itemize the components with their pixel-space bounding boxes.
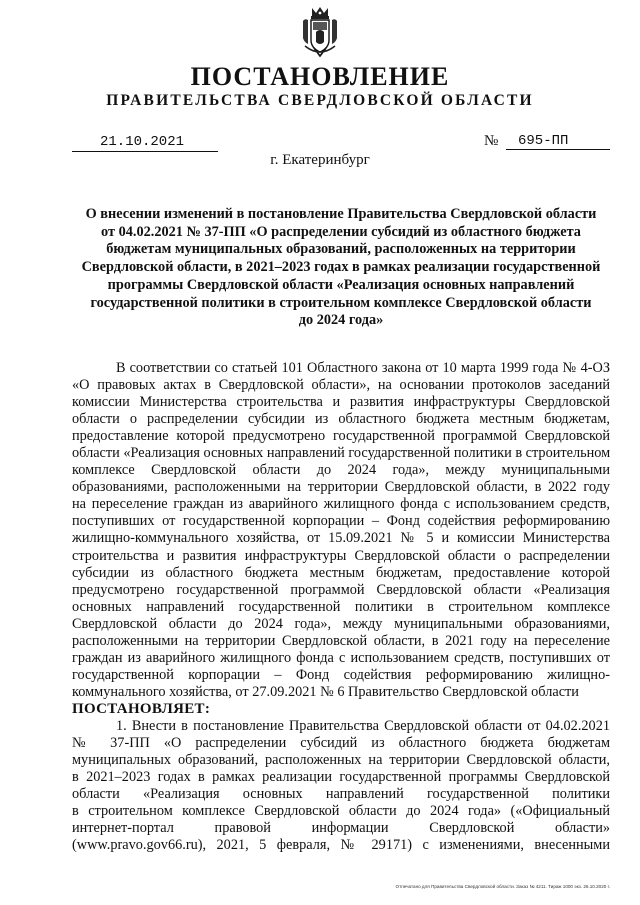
document-title-line: бюджетам муниципальных образований, расположенных на территории — [106, 241, 576, 258]
document-title-line: программы Свердловской области «Реализация основных направлений — [107, 276, 575, 293]
document-body — [72, 360, 610, 854]
body-line: расположенными на территории Свердловской области, в 2021 году на переселение — [72, 632, 610, 649]
body-line: граждан из аварийного жилищного фонда с использованием средств, поступивших от — [72, 649, 610, 666]
body-line: строительства и развития инфраструктуры Свердловской области о распределении — [72, 547, 610, 564]
body-line: жилищно-коммунального хозяйства, от 15.09.2021 № 5 и комиссии Министерства — [72, 530, 610, 547]
document-type-heading: ПОСТАНОВЛЕНИЕ — [190, 62, 450, 91]
item-1-line: муниципальных образований, расположенных на территории Свердловской области, — [72, 752, 610, 769]
coat-of-arms-icon — [300, 4, 340, 60]
body-line: на переселение граждан из аварийного жилищного фонда с использованием средств, — [72, 496, 610, 513]
body-line: области о распределении субсидии из областного бюджета местным бюджетам, — [72, 411, 610, 428]
document-number-field — [484, 132, 610, 152]
item-1-line: № 37-ПП «О распределении субсидий из областного бюджета бюджетам — [72, 735, 610, 752]
item-1-line: (www.pravo.gov66.ru), 2021, 5 февраля, № 29171) с изменениями, внесенными — [72, 837, 610, 854]
body-line: субсидии из областного бюджета местным бюджетам, предоставление которой — [72, 564, 610, 581]
number-sign: № — [484, 133, 499, 149]
decree-word: ПОСТАНОВЛЯЕТ: — [72, 700, 211, 717]
body-line: предусмотрено государственной программой Свердловской области «Реализация — [72, 581, 610, 598]
coat-of-arms-emblem — [300, 4, 340, 60]
item-1-line: в 2021–2023 годах в рамках реализации государственной программы Свердловской — [72, 769, 610, 786]
item-1-line: области «Реализация основных направлений государственной политики — [72, 786, 610, 803]
item-1-line: 1. Внести в постановление Правительства Свердловской области от 04.02.2021 — [116, 717, 610, 734]
document-title-line: Свердловской области, в 2021–2023 годах в рамках реализации государственной — [81, 259, 601, 276]
item-1-line: интернет-портал правовой информации Свердловской области» — [72, 820, 610, 837]
issuer-heading: ПРАВИТЕЛЬСТВА СВЕРДЛОВСКОЙ ОБЛАСТИ — [106, 92, 534, 109]
document-title-line: О внесении изменений в постановление Правительства Свердловской области — [85, 206, 597, 222]
issue-city: г. Екатеринбург — [270, 152, 370, 168]
body-line: образованиями, расположенными на территории Свердловской области, в 2022 году — [72, 479, 610, 496]
print-imprint-note: Отпечатано для Правительства Свердловской области. Заказ № 4211. Тираж 1000 экз. 26.10.2020 г. — [395, 884, 610, 889]
document-title-line: до 2024 года» — [298, 312, 384, 329]
document-date: 21.10.2021 — [72, 134, 218, 152]
body-line: области «Реализация основных направлений государственной политики в строительном — [72, 445, 611, 462]
body-line: комплексе Свердловской области до 2024 года», между муниципальными — [72, 462, 610, 479]
body-line: «О правовых актах в Свердловской области», на основании протоколов заседаний — [72, 377, 610, 394]
document-number: 695-ПП — [506, 134, 610, 150]
body-line: комиссии Министерства строительства и развития инфраструктуры Свердловской — [72, 394, 610, 411]
body-line: государственной корпорации – Фонд содействия реформированию жилищно- — [72, 666, 610, 683]
body-line: Свердловской области до 2024 года», между муниципальными образованиями, — [72, 615, 610, 632]
body-line: основных направлений государственной политики в строительном комплексе — [72, 598, 610, 615]
body-line: коммунального хозяйства, от 27.09.2021 № 6 Правительство Свердловской области — [72, 683, 579, 700]
body-line: поступивших от государственной корпорации – Фонд содействия реформированию — [72, 513, 610, 530]
document-title-line: от 04.02.2021 № 37-ПП «О распределении субсидий из областного бюджета — [101, 223, 581, 240]
body-line: предоставление которой предусмотрено государственной программой Свердловской — [72, 428, 610, 445]
body-line: В соответствии со статьей 101 Областного закона от 10 марта 1999 года № 4-ОЗ — [116, 360, 610, 376]
item-1-line: в строительном комплексе Свердловской области до 2024 года» («Официальный — [72, 803, 610, 820]
document-title-line: государственной политики в строительном комплексе Свердловской области — [90, 294, 592, 311]
document-title — [72, 206, 610, 330]
